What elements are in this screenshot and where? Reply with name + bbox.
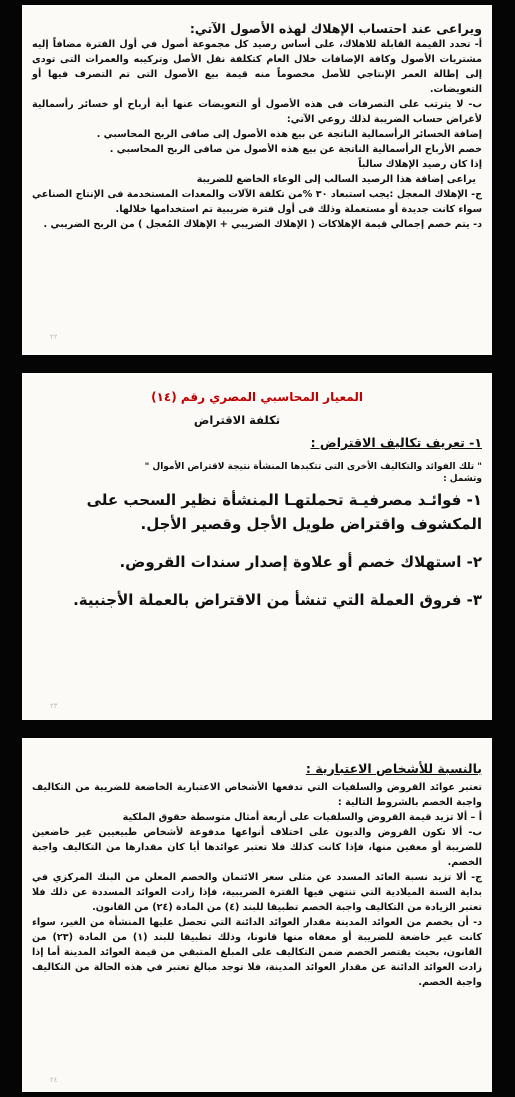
standard-title: المعيار المحاسبي المصري رقم (١٤) [151, 390, 363, 404]
slide-legal-persons [22, 738, 492, 1092]
paragraph-depreciable-value: أ- تحدد القيمة القابلة للاهلاك، على أساس رصيد كل مجموعة أصول في أول الفترة مضافاً إليه مشتريات الأصول وكافة الإضافات خلال العام كتكلفة نقل الأصل وتركيبه والعمرات التى تودى إلى إطالة العمر الإنتاجي للأصل مخصوماً منه قيمة بيع الأصول التى تم التصرف فيها أو التعويضات. [32, 39, 482, 95]
page-number: ٢٤ [50, 1076, 58, 1084]
paragraph-negative-balance: إذا كان رصيد الإهلاك سالباً [358, 159, 482, 170]
list-item: ١- فوائـد مصرفيـة تحملتهـا المنشأة نظير السحب على المكشوف واقتراض طويل الأجل وقصير الأجل. [86, 491, 482, 533]
slide-depreciation [22, 5, 492, 355]
paragraph-condition-a: أ – ألا تزيد قيمة القروض والسلفيات على أربعة أمثال متوسطة حقوق الملكية [122, 812, 482, 823]
paragraph-condition-b: ب- ألا تكون القروض والديون على اختلاف أنواعها مدفوعة لأشخاص طبيعيين غير خاضعين للضريبة أو معفين منها، فإذا كانت كذلك فلا تعتبر عوائدها أيا كان مقدارها من التكاليف واجبة الخصم. [32, 827, 482, 868]
paragraph-add-losses: إضافة الخسائر الرأسمالية الناتجة عن بيع هذه الأصول إلى صافى الربح المحاسبي . [96, 129, 482, 140]
list-item: ٢- استهلاك خصم أو علاوة إصدار سندات القروض. [119, 553, 482, 571]
paragraph-accelerated-depreciation: ج- الإهلاك المعجل :يجب استبعاد ٣٠ %من تكلفة الآلات والمعدات المستخدمة فى الإنتاج الصناعي سواء كانت جديدة أو مستعملة وذلك فى أول فترة ضريبية تم استخدامها خلالها. [32, 189, 482, 215]
borrowing-costs-list [32, 488, 482, 612]
definition-heading: ١- تعريف تكاليف الاقتراض : [310, 435, 482, 450]
slide-title: ويراعى عند احتساب الإهلاك لهذه الأصول الآتي: [189, 21, 482, 36]
paragraph-deduct-gains: خصم الأرباح الرأسمالية الناتجة عن بيع هذه الأصول من صافى الربح المحاسبي . [109, 144, 482, 155]
definition-quote: " تلك الفوائد والتكاليف الأخرى التى تتكبدها المنشأة نتيجة لاقتراض الأموال " [144, 462, 482, 472]
includes-label: وتشمل : [443, 474, 482, 484]
page-number: ٢٣ [50, 702, 58, 710]
paragraph-capital-gains: ب- لا يترتب على التصرفات فى هذه الأصول أو التعويضات عنها أية أرباح أو خسائر رأسمالية لأغراض حساب الضريبة لذلك روعي الآتي: [32, 99, 482, 125]
slide-title: بالنسبة للأشخاص الاعتبارية : [305, 761, 482, 776]
slide-borrowing-costs [22, 373, 492, 720]
paragraph-intro: تعتبر عوائد القروض والسلفيات التي تدفعها الأشخاص الاعتبارية الخاضعة للضريبة من التكاليف واجبة الخصم بالشروط التالية : [32, 782, 482, 808]
standard-subtitle: تكلفة الاقتراض [193, 413, 281, 427]
paragraph-add-negative-balance: يراعى إضافة هذا الرصيد السالب إلى الوعاء الخاضع للضريبة [196, 174, 476, 185]
page-number: ٢٢ [50, 333, 58, 341]
paragraph-condition-c: ج- ألا تزيد نسبة العائد المسدد عن مثلى سعر الائتمان والخصم المعلن من البنك المركزي في بداية السنة الميلادية التي تنتهي فيها الفترة الضريبية، فإذا زادت العوائد المسددة عن ذلك فلا تعتبر الزيادة من التكاليف واجبة الخصم تطبيقا للبند (٤) من المادة (٢٤) من القانون. [32, 872, 482, 913]
paragraph-condition-d: د- أن يخصم من العوائد المدينة مقدار العوائد الدائنة التي تحصل عليها المنشأة من الغير، سواء كانت غير خاضعة للضريبة أو معفاه منها قانونا، وذلك تطبيقا للبند (١) من المادة (٢٣) من القانون، بحيث يقتصر الخصم ضمن التكاليف على المبلغ المتبقي من قيمة العوائد المدينة أما إذا زادت العوائد الدائنة عن مقدار العوائد المدينة، فلا توجد مبالغ تعتبر في هذه الحالة من التكاليف واجبة الخصم. [32, 917, 482, 988]
paragraph-total-depreciation: د- يتم خصم إجمالي قيمة الإهلاكات ( الإهلاك الضريبي + الإهلاك المُعجل ) من الربح الضريبي . [43, 219, 482, 230]
list-item: ٣- فروق العملة التي تنشأ من الاقتراض بالعملة الأجنبية. [73, 591, 482, 609]
